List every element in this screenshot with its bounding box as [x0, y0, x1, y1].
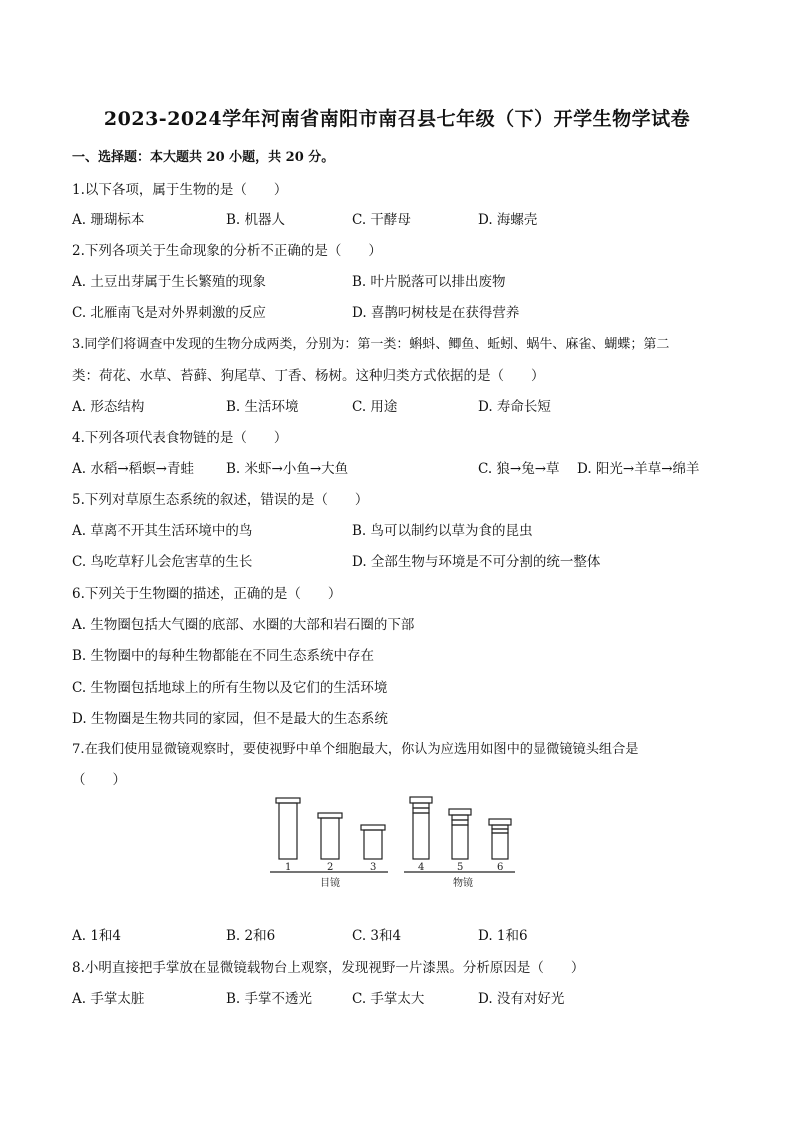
q5-option-d[interactable]: D. 全部生物与环境是不可分割的统一整体 [352, 554, 601, 570]
eyepiece-label: 目镜 [320, 878, 340, 889]
q1-option-d[interactable]: D. 海螺壳 [478, 212, 538, 228]
q2-option-b[interactable]: B. 叶片脱落可以排出废物 [352, 274, 506, 290]
q1-option-b[interactable]: B. 机器人 [226, 212, 286, 228]
eyepiece-3-tube [364, 830, 382, 859]
eyepiece-2-cap [318, 813, 342, 818]
q8-option-d[interactable]: D. 没有对好光 [478, 991, 565, 1007]
q1-option-a[interactable]: A. 珊瑚标本 [72, 212, 145, 228]
objective-label: 物镜 [453, 878, 473, 889]
q6-option-c[interactable]: C. 生物圈包括地球上的所有生物以及它们的生活环境 [72, 680, 388, 696]
eyepiece-2-tube [321, 818, 339, 859]
q5-option-c[interactable]: C. 鸟吃草籽儿会危害草的生长 [72, 554, 253, 570]
question-8-stem: 8.小明直接把手掌放在显微镜载物台上观察，发现视野一片漆黑。分析原因是（ ） [72, 960, 585, 976]
question-1-stem: 1.以下各项，属于生物的是（ ） [72, 182, 288, 198]
q6-option-a[interactable]: A. 生物圈包括大气圈的底部、水圈的大部和岩石圈的下部 [72, 617, 415, 633]
q1-option-c[interactable]: C. 干酵母 [352, 212, 411, 228]
lens-number-2: 2 [327, 862, 334, 873]
lens-number-6: 6 [497, 862, 504, 873]
objective-6-tube [492, 833, 508, 859]
question-7-stem-cont: （ ） [72, 772, 126, 788]
eyepiece-3-cap [361, 825, 385, 830]
lens-number-5: 5 [457, 862, 464, 873]
q2-option-d[interactable]: D. 喜鹊叼树枝是在获得营养 [352, 305, 520, 321]
q5-option-a[interactable]: A. 草离不开其生活环境中的鸟 [72, 523, 253, 539]
q2-option-a[interactable]: A. 土豆出芽属于生长繁殖的现象 [72, 274, 266, 290]
question-6-stem: 6.下列关于生物圈的描述，正确的是（ ） [72, 586, 342, 602]
question-2-stem: 2.下列各项关于生命现象的分析不正确的是（ ） [72, 243, 382, 259]
q4-option-d[interactable]: D. 阳光→羊草→绵羊 [577, 461, 700, 477]
q4-option-c[interactable]: C. 狼→兔→草 [478, 461, 560, 477]
q5-option-b[interactable]: B. 鸟可以制约以草为食的昆虫 [352, 523, 533, 539]
q3-option-c[interactable]: C. 用途 [352, 399, 398, 415]
q6-option-b[interactable]: B. 生物圈中的每种生物都能在不同生态系统中存在 [72, 648, 375, 664]
objective-6-cap [489, 819, 511, 825]
question-4-stem: 4.下列各项代表食物链的是（ ） [72, 430, 288, 446]
q4-option-a[interactable]: A. 水稻→稻螟→青蛙 [72, 461, 194, 477]
q8-option-c[interactable]: C. 手掌太大 [352, 991, 425, 1007]
question-7-stem: 7.在我们使用显微镜观察时，要使视野中单个细胞最大，你认为应选用如图中的显微镜镜头组合是 [72, 742, 639, 757]
objective-5-cap [449, 809, 471, 815]
section-heading: 一、选择题：本大题共 20 小题，共 20 分。 [72, 150, 335, 165]
q3-option-a[interactable]: A. 形态结构 [72, 399, 145, 415]
microscope-lens-figure [270, 792, 520, 892]
q8-option-b[interactable]: B. 手掌不透光 [226, 991, 313, 1007]
q6-option-d[interactable]: D. 生物圈是生物共同的家园，但不是最大的生态系统 [72, 711, 388, 727]
q7-option-c[interactable]: C. 3和4 [352, 928, 402, 944]
question-3-stem-cont: 类：荷花、水草、苔藓、狗尾草、丁香、杨树。这种归类方式依据的是（ ） [72, 368, 545, 384]
q3-option-d[interactable]: D. 寿命长短 [478, 399, 551, 415]
q7-option-d[interactable]: D. 1和6 [478, 928, 528, 944]
lens-diagram [270, 792, 520, 892]
question-5-stem: 5.下列对草原生态系统的叙述，错误的是（ ） [72, 492, 369, 508]
lens-number-3: 3 [370, 862, 377, 873]
eyepiece-1-cap [276, 798, 300, 803]
objective-5-tube [452, 825, 468, 859]
page-title: 2023-2024学年河南省南阳市南召县七年级（下）开学生物学试卷 [103, 108, 691, 130]
question-3-stem: 3.同学们将调查中发现的生物分成两类，分别为：第一类：蝌蚪、鲫鱼、蚯蚓、蜗牛、麻雀、蝴蝶；第二 [72, 337, 670, 352]
q7-option-b[interactable]: B. 2和6 [226, 928, 276, 944]
objective-4-cap [410, 797, 432, 803]
q2-option-c[interactable]: C. 北雁南飞是对外界刺激的反应 [72, 305, 266, 321]
lens-number-4: 4 [418, 862, 425, 873]
objective-4-tube [413, 813, 429, 859]
q8-option-a[interactable]: A. 手掌太脏 [72, 991, 145, 1007]
q4-option-b[interactable]: B. 米虾→小鱼→大鱼 [226, 461, 349, 477]
eyepiece-1-tube [279, 803, 297, 859]
lens-number-1: 1 [285, 862, 292, 873]
q7-option-a[interactable]: A. 1和4 [72, 928, 122, 944]
q3-option-b[interactable]: B. 生活环境 [226, 399, 299, 415]
